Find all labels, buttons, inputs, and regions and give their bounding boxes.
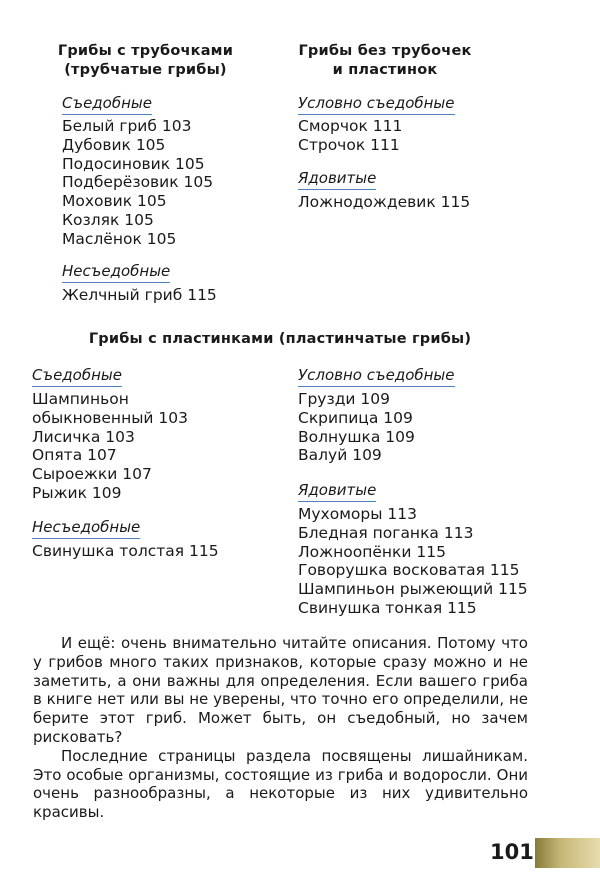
list-item: Свинушка толстая 115 — [32, 542, 219, 560]
no-tubes-cond-group — [298, 93, 455, 155]
list-item: Говорушка восковатая 115 — [298, 561, 520, 580]
lamellar-inedible-list — [32, 542, 219, 561]
lamellar-edible-group — [32, 365, 188, 503]
no-tubes-cond-list — [298, 117, 455, 155]
list-item: Опята 107 — [32, 446, 117, 465]
page-decoration-strip — [535, 838, 600, 868]
body-text — [33, 634, 528, 822]
list-item: Подосиновик 105 — [62, 154, 205, 173]
lamellar-cond-group — [298, 365, 455, 465]
list-item: Ложнодождевик 115 — [298, 193, 471, 211]
list-item: Бледная поганка 113 — [298, 523, 474, 542]
no-tubes-poison-group — [298, 168, 470, 212]
category-inedible: Несъедобные — [32, 517, 140, 539]
list-item: Волнушка 109 — [298, 427, 415, 446]
heading-no-tubes: Грибы без трубочек и пластинок — [298, 43, 472, 78]
list-item: Ложноопёнки 115 — [298, 542, 446, 561]
heading-lamellar: Грибы с пластинками (пластинчатые грибы) — [88, 331, 472, 347]
category-poisonous: Ядовитые — [298, 480, 376, 502]
lamellar-poison-group — [298, 480, 528, 618]
list-item: Белый гриб 103 — [62, 117, 192, 135]
list-item: Желчный гриб 115 — [62, 286, 217, 304]
lamellar-poison-list — [298, 505, 528, 618]
list-item: Строчок 111 — [298, 135, 400, 154]
category-edible: Съедобные — [32, 365, 122, 387]
list-item: Моховик 105 — [62, 192, 167, 211]
list-item: Подберёзовик 105 — [62, 173, 214, 192]
tubular-inedible-group — [62, 261, 217, 305]
lamellar-edible-list — [32, 390, 188, 503]
tubular-inedible-list — [62, 286, 217, 305]
category-conditionally-edible: Условно съедобные — [298, 93, 455, 115]
list-item: Рыжик 109 — [32, 483, 122, 502]
no-tubes-poison-list — [298, 193, 470, 212]
list-item: Маслёнок 105 — [62, 229, 177, 248]
list-item: Сыроежки 107 — [32, 465, 152, 484]
tubular-edible-list — [62, 117, 213, 249]
list-item: Валуй 109 — [298, 446, 382, 465]
category-conditionally-edible: Условно съедобные — [298, 365, 455, 387]
category-inedible: Несъедобные — [62, 261, 170, 283]
page-number: 101 — [490, 840, 534, 864]
lamellar-cond-list — [298, 390, 455, 465]
paragraph: Последние страницы раздела посвящены лишайникам. Это особые организмы, состоящие из гриба и водоросли. Они очень разнообразны, а некоторые из них удивительно красивы. — [33, 746, 528, 822]
list-item: Дубовик 105 — [62, 135, 166, 154]
list-item: Мухоморы 113 — [298, 505, 417, 523]
list-item: Лисичка 103 — [32, 427, 135, 446]
tubular-edible-group — [62, 93, 213, 249]
list-item: Свинушка тонкая 115 — [298, 598, 477, 617]
list-item: Шампиньон — [32, 390, 129, 408]
list-item: Скрипица 109 — [298, 408, 413, 427]
list-item: Сморчок 111 — [298, 117, 403, 135]
category-poisonous: Ядовитые — [298, 168, 376, 190]
list-item: Грузди 109 — [298, 390, 391, 408]
lamellar-inedible-group — [32, 517, 219, 561]
heading-tubular: Грибы с трубочками (трубчатые грибы) — [57, 43, 234, 78]
paragraph: И ещё: очень внимательно читайте описания. Потому что у грибов много таких признаков, которые сразу можно и не заметить, а они важны для определения. Если вашего гриба в книге нет или вы не уверены, что точно его определили, не берите этот гриб. Может быть, он съедобный, но зачем рисковать? — [33, 634, 528, 746]
list-item: Козляк 105 — [62, 210, 154, 229]
list-item: Шампиньон рыжеющий 115 — [298, 580, 528, 599]
category-edible: Съедобные — [62, 93, 152, 115]
list-item: обыкновенный 103 — [32, 408, 189, 427]
